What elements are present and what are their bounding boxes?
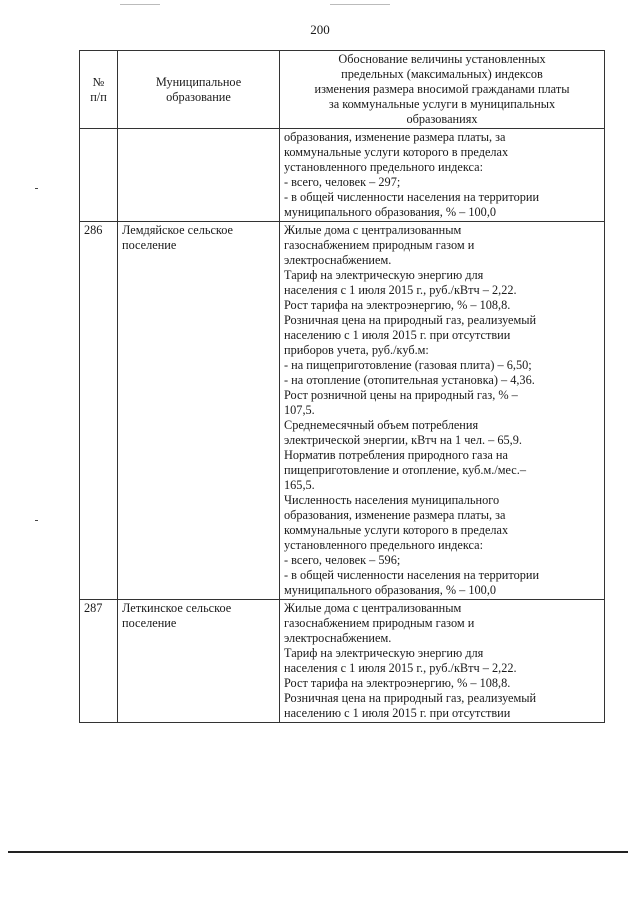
header-row [80, 51, 605, 129]
row-number: 287 [84, 601, 103, 615]
justification-line: Рост тарифа на электроэнергию, % – 108,8. [284, 676, 511, 690]
justification-line: электрической энергии, кВтч на 1 чел. – 65,9. [284, 433, 522, 447]
justification-line: установленного предельного индекса: [284, 538, 484, 552]
row-number-cell [80, 222, 118, 600]
municipality-cell [118, 222, 280, 600]
municipality-line: Леткинское сельское [122, 601, 232, 615]
justification-line: Тариф на электрическую энергию для [284, 646, 484, 660]
justification-line: коммунальные услуги которого в пределах [284, 145, 509, 159]
justification-cell [280, 129, 605, 222]
justification-line: Жилые дома с централизованным [284, 601, 462, 615]
justification-line: населению с 1 июля 2015 г. при отсутствии [284, 706, 511, 720]
justification-line: населения с 1 июля 2015 г., руб./кВтч – 2,22. [284, 283, 517, 297]
municipality-line: Лемдяйское сельское [122, 223, 234, 237]
header-justification-line: образованиях [406, 112, 478, 126]
justification-line: Рост тарифа на электроэнергию, % – 108,8. [284, 298, 511, 312]
justification-line: Численность населения муниципального [284, 493, 500, 507]
justification-line: газоснабжением природным газом и [284, 616, 475, 630]
header-justification [280, 51, 605, 129]
bottom-rule [8, 851, 628, 853]
justification-line: населению с 1 июля 2015 г. при отсутствии [284, 328, 511, 342]
header-municipality-line: образование [166, 89, 231, 104]
justification-line: образования, изменение размера платы, за [284, 508, 506, 522]
justification-line: приборов учета, руб./куб.м: [284, 343, 429, 357]
justification-line: газоснабжением природным газом и [284, 238, 475, 252]
header-municipality [118, 51, 280, 129]
row-number-cell [80, 129, 118, 222]
justification-line: - на отопление (отопительная установка) – 4,36. [284, 373, 535, 387]
municipality-cell [118, 600, 280, 723]
municipality-line: поселение [122, 616, 177, 630]
row-number-cell [80, 600, 118, 723]
header-num [80, 51, 118, 129]
justification-line: муниципального образования, % – 100,0 [284, 583, 497, 597]
justification-line: коммунальные услуги которого в пределах [284, 523, 509, 537]
justification-line: Тариф на электрическую энергию для [284, 268, 484, 282]
justification-line: Розничная цена на природный газ, реализуемый [284, 691, 537, 705]
justification-line: - в общей численности населения на территории [284, 568, 540, 582]
header-municipality-line: Муниципальное [155, 74, 242, 89]
justification-line: Норматив потребления природного газа на [284, 448, 508, 462]
justification-line: Рост розничной цены на природный газ, % – [284, 388, 518, 402]
justification-line: 107,5. [284, 403, 315, 417]
justification-line: электроснабжением. [284, 631, 392, 645]
table-body [80, 129, 605, 723]
justification-line: - в общей численности населения на территории [284, 190, 540, 204]
justification-line: - на пищеприготовление (газовая плита) – 6,50; [284, 358, 532, 372]
page-number: 200 [310, 22, 330, 37]
table-row [80, 600, 605, 723]
header-justification-line: Обоснование величины установленных [338, 52, 546, 66]
justification-line: установленного предельного индекса: [284, 160, 484, 174]
justification-line: муниципального образования, % – 100,0 [284, 205, 497, 219]
justification-line: образования, изменение размера платы, за [284, 130, 506, 144]
justification-line: - всего, человек – 596; [284, 553, 401, 567]
justification-line: электроснабжением. [284, 253, 392, 267]
table-row [80, 222, 605, 600]
indices-table [79, 50, 605, 723]
scan-artifact [35, 188, 38, 189]
row-number: 286 [84, 223, 103, 237]
justification-line: - всего, человек – 297; [284, 175, 401, 189]
justification-cell [280, 600, 605, 723]
justification-line: Жилые дома с централизованным [284, 223, 462, 237]
header-justification-line: предельных (максимальных) индексов [341, 67, 543, 81]
municipality-cell [118, 129, 280, 222]
justification-line: пищеприготовление и отопление, куб.м./мес.– [284, 463, 526, 477]
header-justification-line: за коммунальные услуги в муниципальных [328, 97, 556, 111]
justification-line: Среднемесячный объем потребления [284, 418, 479, 432]
scan-artifact [35, 520, 38, 521]
justification-line: населения с 1 июля 2015 г., руб./кВтч – 2,22. [284, 661, 517, 675]
header-justification-line: изменения размера вносимой гражданами платы [314, 82, 570, 96]
scan-artifact [120, 4, 160, 5]
scan-artifact [330, 4, 390, 5]
justification-line: 165,5. [284, 478, 315, 492]
header-num-line: № [92, 74, 105, 89]
justification-line: Розничная цена на природный газ, реализуемый [284, 313, 537, 327]
header-num-line: п/п [90, 89, 107, 104]
table-row [80, 129, 605, 222]
justification-cell [280, 222, 605, 600]
municipality-line: поселение [122, 238, 177, 252]
